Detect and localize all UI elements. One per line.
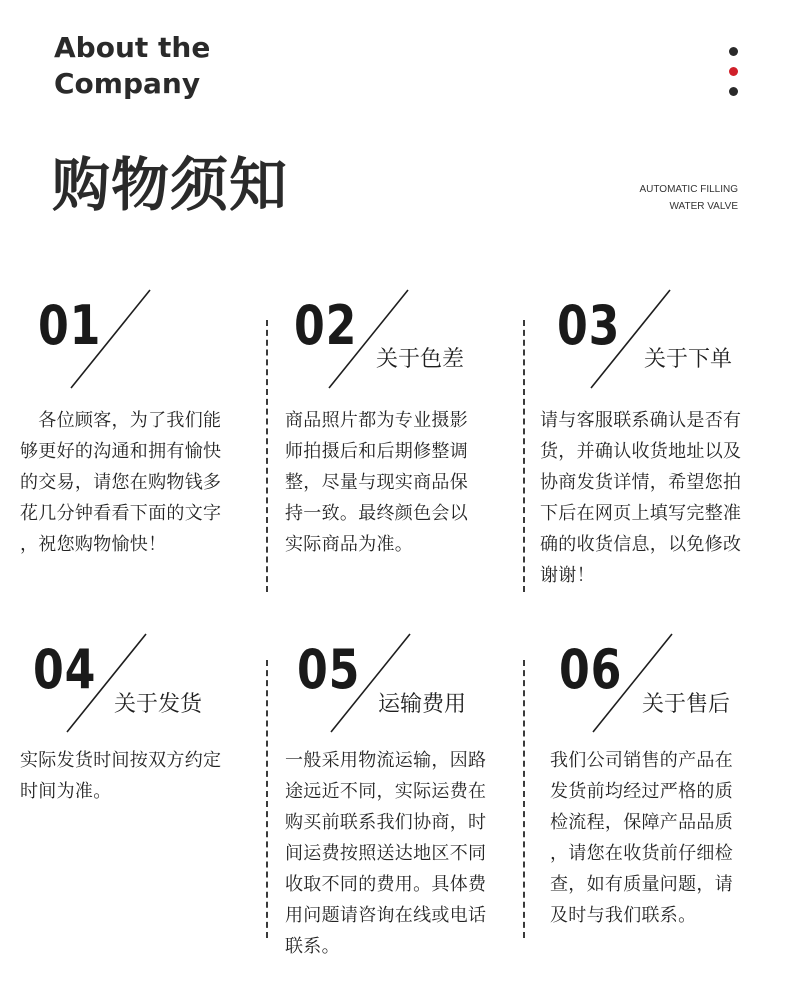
section-number: 05	[297, 638, 361, 701]
text-line: 持一致。最终颜色会以	[285, 503, 468, 524]
section-number: 04	[33, 638, 97, 701]
slash-divider	[326, 288, 410, 390]
divider-row2-right	[523, 660, 525, 938]
text-line: 下后在网页上填写完整准	[540, 503, 742, 524]
text-line: 时间为准。	[20, 781, 112, 802]
section-body	[285, 745, 486, 962]
divider-row2-left	[266, 660, 268, 938]
about-line-2: Company	[54, 67, 201, 100]
dot-bottom	[729, 87, 738, 96]
section-number: 06	[559, 638, 623, 701]
divider-row1-left	[266, 320, 268, 592]
section-body	[20, 745, 221, 807]
text-line: 及时与我们联系。	[550, 905, 697, 926]
text-line: 途远近不同，实际运费在	[285, 781, 487, 802]
text-line: ，祝您购物愉快！	[20, 534, 167, 555]
section-label: 关于色差	[376, 347, 465, 372]
section-number: 03	[557, 294, 621, 357]
text-line: 收取不同的费用。具体费	[285, 874, 487, 895]
text-line: 花几分钟看看下面的文字	[20, 503, 222, 524]
dot-top	[729, 47, 738, 56]
section-number: 02	[294, 294, 358, 357]
slash-divider	[68, 288, 152, 390]
text-line: 实际发货时间按双方约定	[20, 750, 222, 771]
text-line: 查，如有质量问题，请	[550, 874, 733, 895]
about-line-1: About the	[54, 31, 211, 64]
text-line: 一般采用物流运输，因路	[285, 750, 487, 771]
text-line: 检流程，保障产品品质	[550, 812, 733, 833]
subtitle-line-2: WATER VALVE	[669, 201, 738, 212]
section-label: 关于售后	[642, 692, 731, 717]
divider-row1-right	[523, 320, 525, 592]
text-line: 够更好的沟通和拥有愉快	[20, 441, 222, 462]
section-label: 关于下单	[644, 347, 733, 372]
text-line: 用问题请咨询在线或电话	[285, 905, 487, 926]
text-line: 请与客服联系确认是否有	[540, 410, 742, 431]
text-line: 师拍摄后和后期修整调	[285, 441, 468, 462]
section-label: 关于发货	[114, 692, 203, 717]
text-line: 各位顾客，为了我们能	[20, 410, 222, 431]
section-number: 01	[38, 294, 102, 357]
vertical-dots-icon	[728, 47, 740, 99]
text-line: 实际商品为准。	[285, 534, 414, 555]
section-body	[20, 405, 221, 560]
text-line: 购买前联系我们协商，时	[285, 812, 487, 833]
section-body	[285, 405, 468, 560]
text-line: 我们公司销售的产品在	[550, 750, 733, 771]
text-line: 商品照片都为专业摄影	[285, 410, 468, 431]
section-body	[550, 745, 733, 931]
text-line: 联系。	[285, 936, 340, 957]
about-heading	[54, 30, 210, 102]
text-line: 货，并确认收货地址以及	[540, 441, 742, 462]
subtitle-line-1: AUTOMATIC FILLING	[639, 184, 738, 195]
section-label: 运输费用	[378, 692, 467, 717]
text-line: 确的收货信息，以免修改	[540, 534, 742, 555]
text-line: 谢谢！	[540, 565, 595, 586]
page-subtitle	[639, 181, 738, 215]
section-body	[540, 405, 741, 591]
text-line: ，请您在收货前仔细检	[550, 843, 733, 864]
text-line: 整，尽量与现实商品保	[285, 472, 468, 493]
slash-divider	[588, 288, 672, 390]
page-title: 购物须知	[52, 151, 289, 219]
text-line: 发货前均经过严格的质	[550, 781, 733, 802]
dot-middle-red	[729, 67, 738, 76]
text-line: 的交易，请您在购物钱多	[20, 472, 222, 493]
text-line: 间运费按照送达地区不同	[285, 843, 487, 864]
text-line: 协商发货详情，希望您拍	[540, 472, 742, 493]
